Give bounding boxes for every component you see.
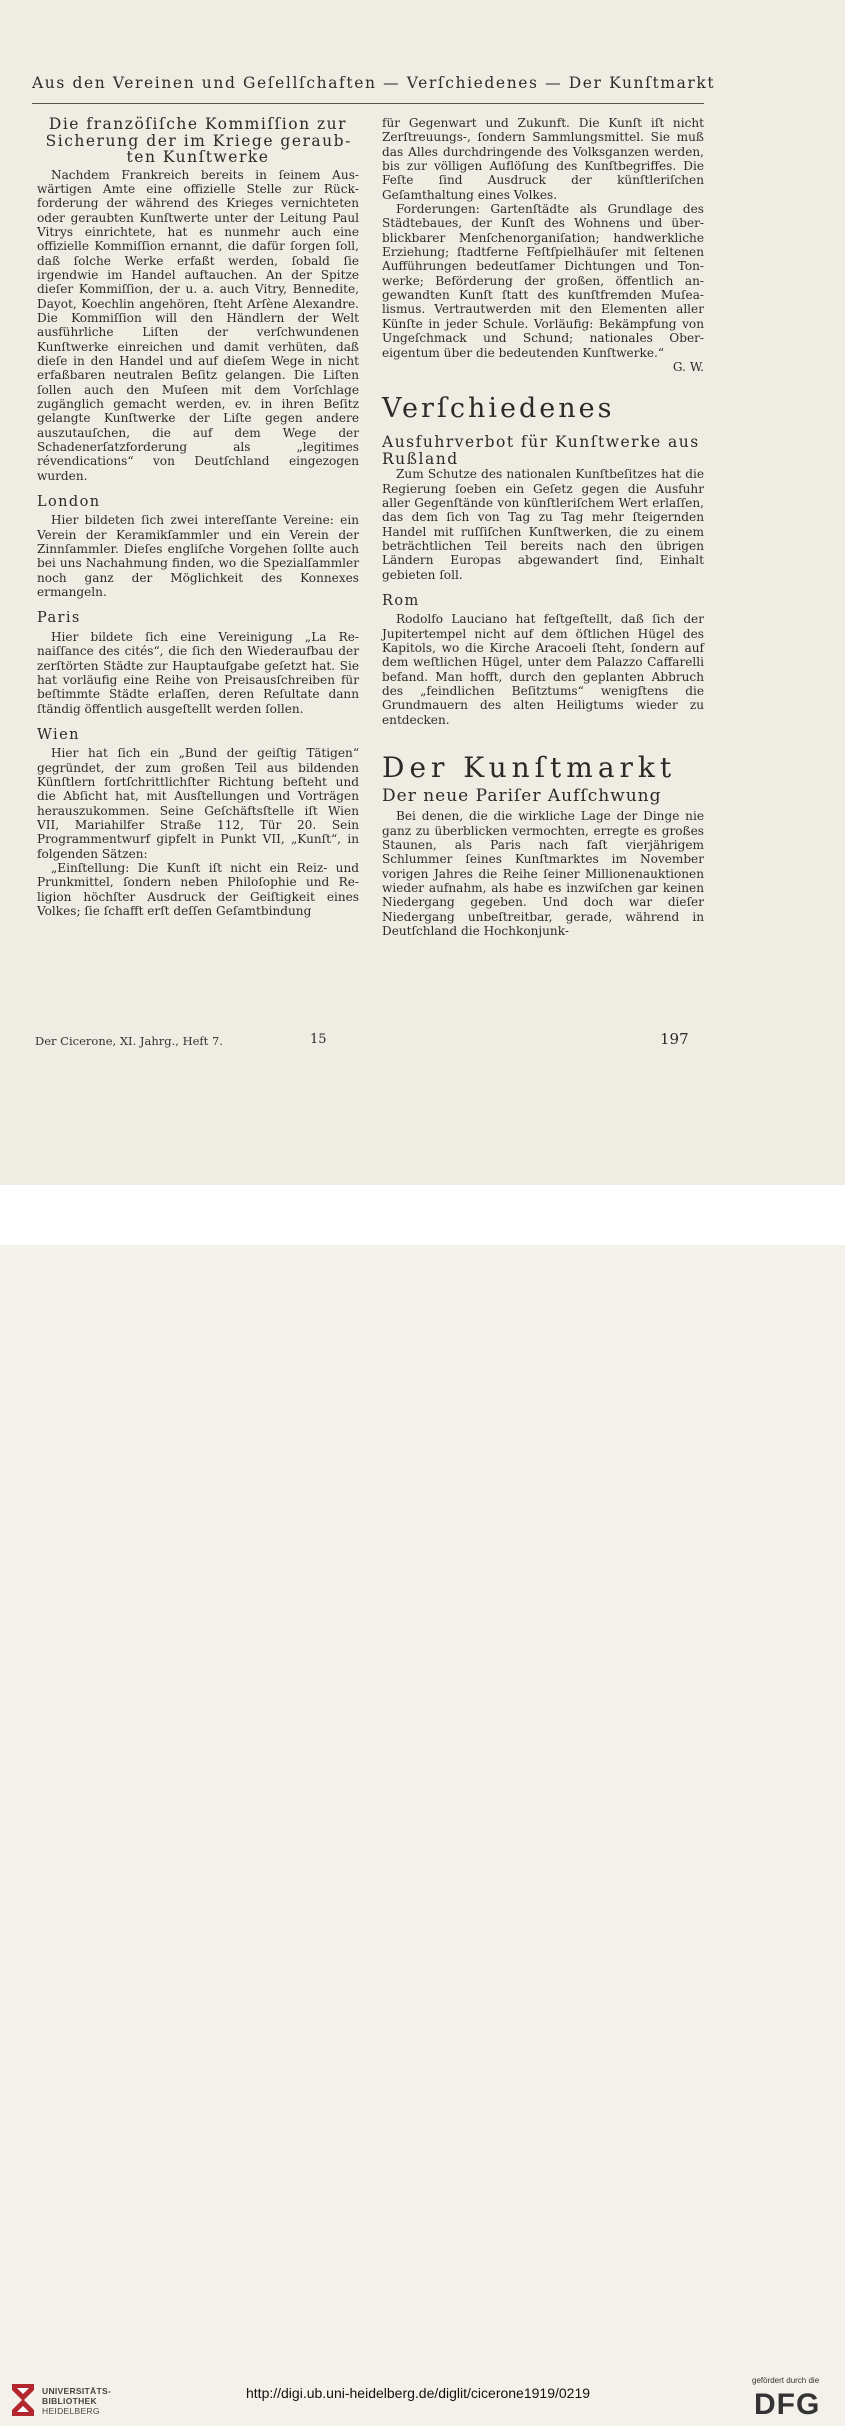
wien-paragraph: Hier hat ſich ein „Bund der geiſtig Tätigen“ gegründet, der zum großen Teil aus bildenden Künſtlern fortſchrittlichſter Richtung beſteht und die Abſicht hat, mit Ausſtellungen und Vorträgen herauszukommen. Seine Geſchäftsſtelle iſt Wien VII, Mariahilfer Straße 112, Tür 20. Sein Programmentwurf gipfelt in Punkt VII, „Kunſt“, in folgenden Sätzen: (37, 746, 359, 861)
wien-quote-paragraph: „Einſtellung: Die Kunſt iſt nicht ein Reiz- und Prunkmittel, ſondern neben Philoſophie und Religion höchſter Ausdruck der Geiſtigkeit eines Volkes; ſie ſchafft erſt deſſen Geſamtbindung (37, 860, 359, 918)
library-name-line: UNIVERSITÄTS- (42, 2386, 112, 2396)
right-column (382, 116, 704, 938)
pariser-aufschwung-paragraph: Bei denen, die die wirkliche Lage der Dinge nie ganz zu überblicken vermochten, erregte es großes Staunen, als Paris nach faſt vierjährigem Schlummer ſeines Kunſtmarktes im November vorigen Jahres die Reihe ſeiner Millionenauktionen wieder aufnahm, als habe es inzwiſchen gar keinen Niedergang gegeben. Und doch war dieſer Niedergang unbeſtreitbar, gerade, während in Deutſchland die Hochkonjunk- (382, 809, 704, 939)
library-name (42, 2386, 111, 2416)
digitization-bar (0, 1185, 845, 2421)
library-name-line: BIBLIOTHEK (42, 2396, 97, 2406)
rom-heading: Rom (382, 592, 420, 609)
scanned-page (0, 0, 845, 1185)
verschiedenes-heading: Verſchiedenes (382, 393, 615, 425)
kunstmarkt-heading: Der Kunſtmarkt (382, 751, 677, 785)
running-head: Aus den Vereinen und Geſellſchaften — Verſchiedenes — Der Kunſtmarkt (32, 74, 716, 92)
program-continued-paragraph: für Gegenwart und Zukunft. Die Kunſt iſt nicht Zerſtreuungs-, ſondern Sammlungsmittel. Sie muß das Alles durchdringende des Volksganzen werden, bis zur völligen Auflöſung des Kunſtbegriffes. Die Feſte ſind Ausdruck der künſtleriſchen Geſamthaltung eines Volkes. (382, 116, 704, 202)
funding-caption: gefördert durch die (752, 2376, 820, 2385)
commission-heading: Die franzöſiſche Kommiſſion zur Sicherung der im Kriege geraubten Kunſtwerke (45, 115, 351, 166)
library-logo[interactable] (8, 2380, 148, 2426)
ausfuhrverbot-paragraph: Zum Schutze des nationalen Kunſtbeſitzes hat die Regierung ſoeben ein Geſetz gegen die Ausfuhr aller Gegenſtände von künſtleriſchem Wert erlaſſen, das dem ſich von Tag zu Tag mehr ſteigernden Handel mit ruſſiſchen Kunſtwerken, die zu einem beträchtlichen Teil bereits nach den übrigen Ländern Europas abgewandert ſind, Einhalt gebieten ſoll. (382, 467, 704, 582)
paris-heading: Paris (37, 610, 81, 627)
pariser-aufschwung-heading: Der neue Pariſer Aufſchwung (382, 786, 662, 807)
sheet-number: 15 (310, 1032, 327, 1047)
header-rule (32, 103, 704, 104)
commission-paragraph: Nachdem Frankreich bereits in ſeinem Auswärtigen Amte eine offizielle Stelle zur Rückforderung der während des Krieges vernichteten oder geraubten Kunſtwerte unter der Leitung Paul Vitrys einrichtete, hat es nunmehr auch eine offizielle Kommiſſion ernannt, die dafür ſorgen ſoll, daß ſolche Werke erfaßt werden, ſobald ſie irgendwie im Handel auftauchen. An der Spitze dieſer Kommiſſion, der u. a. auch Vitry, Bennedite, Dayot, Koechlin angehören, ſteht Arſène Alexandre. Die Kommiſſion will den Händlern der Welt ausführliche Liſten der verſchwundenen Kunſtwerke einreichen und damit verhüten, daß dieſe in den Handel und auf dieſem Wege in nicht erfaßbaren neutralen Beſitz gelangen. Die Liſten ſollen auch den Muſeen mit dem Vorſchlage zugänglich gemacht werden, ev. in ihren Beſitz gelangte Kunſtwerke der Liſte gegen andere auszutauſchen, die auf dem Wege der Schadenerſatzforderung als „legitimes révendications“ von Deutſchland eingezogen wurden. (37, 167, 359, 483)
rom-paragraph: Rodolfo Lauciano hat feſtgeſtellt, daß ſich der Jupitertempel nicht auf dem öſtlichen Hügel des Kapitols, wo die Kirche Aracoeli ſteht, ſondern auf dem weſtlichen Hügel, unter dem Palazzo Caffarelli befand. Man hofft, durch den geplanten Abbruch des „feindlichen Beſitztums“ wenigſtens die Grundmauern des alten Heiligtums wieder zu entdecken. (382, 612, 704, 727)
library-name-line: HEIDELBERG (42, 2406, 100, 2416)
page-number: 197 (660, 1030, 689, 1048)
left-column (37, 116, 359, 918)
london-heading: London (37, 494, 101, 511)
forderungen-paragraph: Forderungen: Gartenſtädte als Grundlage des Städtebaues, der Kunſt des Wohnens und überblickbarer Menſchenorganiſation; handwerkliche Erziehung; ſtadtferne Feſtſpielhäuſer mit ſeltenen Aufführungen bedeutſamer Dichtungen und Tonwerke; Beförderung der großen, öffentlich angewandten Kunſt ſtatt des kunſtfremden Muſealismus. Vertrautwerden mit den Elementen aller Künſte in jeder Schule. Vorläufig: Bekämpfung von Ungeſchmack und Schund; nationales Obereigentum über die bedeutenden Kunſtwerke.“ (382, 202, 704, 360)
dfg-wordmark: DFG (754, 2388, 821, 2421)
wien-heading: Wien (37, 726, 80, 743)
author-signature: G. W. (672, 359, 704, 374)
paris-paragraph: Hier bildete ſich eine Vereinigung „La Renaiſſance des cités“, die ſich den Wiederaufbau der zerſtörten Städte zur Hauptaufgabe geſetzt hat. Sie hat vorläufig eine Reihe von Preisausſchreiben für beſtimmte Städte erlaſſen, deren Reſultate dann ſtändig öffentlich ausgeſtellt werden ſollen. (37, 629, 359, 716)
library-seal-icon (8, 2380, 38, 2420)
ausfuhrverbot-heading: Ausfuhrverbot für Kunſtwerke aus Rußland (382, 433, 700, 468)
journal-footer: Der Cicerone, XI. Jahrg., Heft 7. (35, 1034, 223, 1048)
london-paragraph: Hier bildeten ſich zwei intereſſante Vereine: ein Verein der Keramikſammler und ein Verein der Zinnſammler. Dieſes engliſche Vorgehen ſollte auch bei uns Nachahmung finden, wo die Spezialſammler noch ganz der Möglichkeit des Konnexes ermangeln. (37, 513, 359, 600)
dfg-logo[interactable] (752, 2376, 836, 2426)
source-url-link[interactable]: http://digi.ub.uni-heidelberg.de/diglit/cicerone1919/0219 (246, 2385, 591, 2401)
